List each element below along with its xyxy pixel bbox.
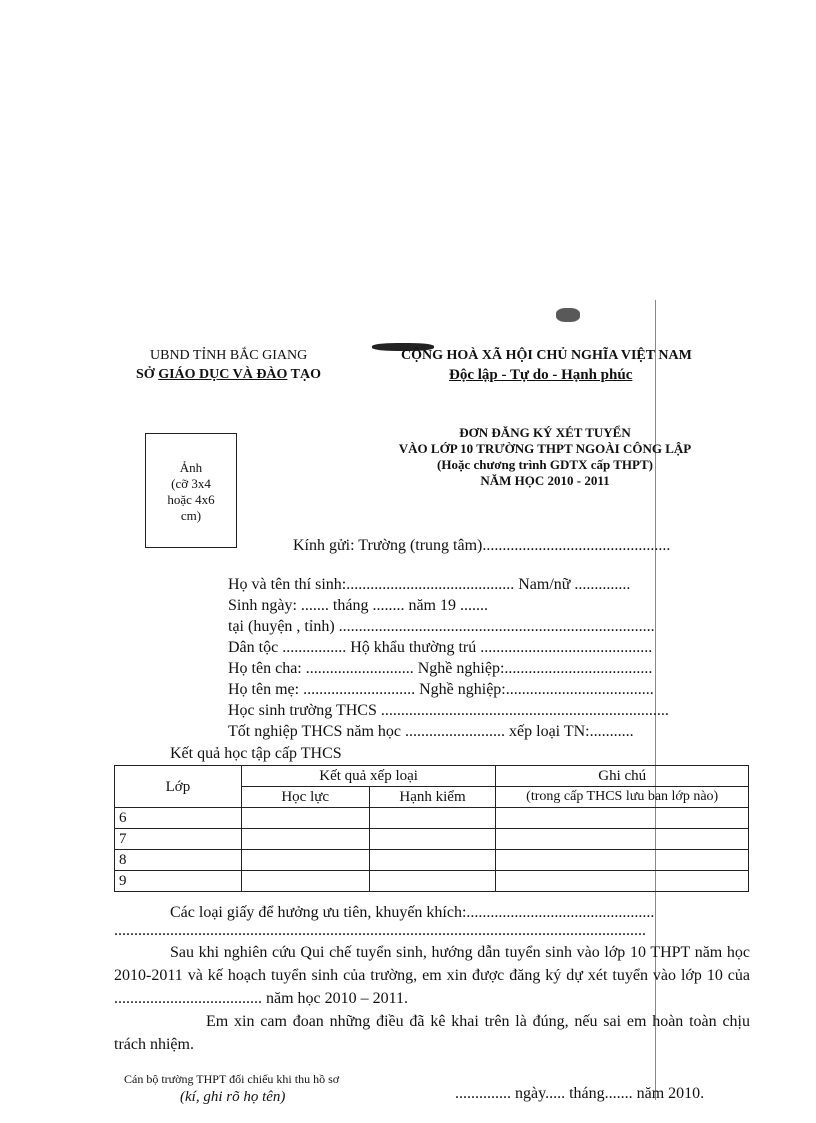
commitment-paragraph-1: Sau khi nghiên cứu Qui chế tuyển sinh, hướng dẫn tuyển sinh vào lớp 10 THPT năm học 2010-2011 và kế hoạch tuyển sinh của trường, em xin được đăng ký dự xét tuyển vào lớp 10 của ..................................... năm học 2010 – 2011. — [114, 944, 750, 1007]
cell-academic[interactable] — [241, 850, 369, 871]
verifier-label: Cán bộ trường THPT đối chiếu khi thu hồ sơ — [124, 1072, 340, 1086]
row-class: 8 — [115, 850, 242, 871]
photo-size-3: cm) — [180, 508, 202, 523]
form-title-line1: ĐƠN ĐĂNG KÝ XÉT TUYỂN — [459, 425, 631, 440]
field-full-name: Họ và tên thí sinh:.......................................... Nam/nữ .............. — [228, 576, 631, 593]
cell-academic[interactable] — [241, 871, 369, 892]
field-ethnicity: Dân tộc ................ Hộ khẩu thường trú ........................................... — [228, 639, 653, 656]
field-graduation: Tốt nghiệp THCS năm học ......................... xếp loại TN:........... — [228, 723, 634, 740]
row-class: 7 — [115, 829, 242, 850]
field-birth-place: tại (huyện , tỉnh) ............................................................................... — [228, 618, 655, 635]
table-row — [115, 829, 749, 850]
table-header-row — [115, 766, 749, 787]
verifier-signature-note: (kí, ghi rõ họ tên) — [180, 1089, 286, 1105]
col-conduct: Hạnh kiểm — [369, 787, 496, 808]
cell-conduct[interactable] — [369, 850, 496, 871]
col-result: Kết quả xếp loại — [241, 766, 496, 787]
col-note-sub: (trong cấp THCS lưu ban lớp nào) — [496, 787, 749, 808]
cell-conduct[interactable] — [369, 829, 496, 850]
col-note: Ghi chú — [496, 766, 749, 787]
field-school: Học sinh trường THCS ........................................................................ — [228, 702, 669, 719]
national-title: CỘNG HOÀ XÃ HỘI CHỦ NGHĨA VIỆT NAM — [401, 348, 692, 363]
cell-note[interactable] — [496, 850, 749, 871]
form-title-line2: VÀO LỚP 10 TRƯỜNG THPT NGOÀI CÔNG LẬP — [398, 441, 692, 456]
cell-note[interactable] — [496, 808, 749, 829]
row-class: 6 — [115, 808, 242, 829]
row-class: 9 — [115, 871, 242, 892]
photo-box — [145, 433, 237, 548]
recipient-line: Kính gửi: Trường (trung tâm)............................................... — [293, 537, 671, 554]
photo-label: Ảnh — [179, 460, 203, 475]
cell-academic[interactable] — [241, 829, 369, 850]
national-motto: Độc lập - Tự do - Hạnh phúc — [449, 367, 633, 383]
department-suffix: TẠO — [287, 367, 322, 382]
photo-size-1: (cỡ 3x4 — [171, 476, 211, 491]
cell-academic[interactable] — [241, 808, 369, 829]
department-prefix: SỞ — [136, 367, 159, 382]
cell-conduct[interactable] — [369, 871, 496, 892]
results-table — [114, 765, 749, 892]
table-row — [115, 808, 749, 829]
cell-conduct[interactable] — [369, 808, 496, 829]
field-mother: Họ tên mẹ: ............................ Nghề nghiệp:..................................... — [228, 681, 654, 698]
agency-name: UBND TỈNH BẮC GIANG — [150, 348, 308, 363]
col-class: Lớp — [115, 766, 242, 808]
priority-dots: ..................................................................................................................................... — [114, 922, 646, 939]
date-line: .............. ngày..... tháng....... năm 2010. — [455, 1085, 705, 1102]
field-father: Họ tên cha: ........................... Nghề nghiệp:..................................... — [228, 660, 653, 677]
cell-note[interactable] — [496, 829, 749, 850]
form-title-line3: (Hoặc chương trình GDTX cấp THPT) — [437, 457, 653, 472]
scan-blot — [556, 308, 580, 322]
cell-note[interactable] — [496, 871, 749, 892]
department-name — [136, 367, 321, 383]
col-academic: Học lực — [241, 787, 369, 808]
results-title: Kết quả học tập cấp THCS — [170, 745, 342, 762]
table-row — [115, 850, 749, 871]
form-title-line4: NĂM HỌC 2010 - 2011 — [480, 473, 610, 488]
table-row — [115, 871, 749, 892]
commitment-paragraph-2: Em xin cam đoan những điều đã kê khai trên là đúng, nếu sai em hoàn toàn chịu trách nhiệm. — [114, 1013, 750, 1053]
field-birth-date: Sinh ngày: ....... tháng ........ năm 19 ....... — [228, 597, 488, 614]
priority-line: Các loại giấy để hưởng ưu tiên, khuyến khích:............................................... — [170, 904, 655, 921]
photo-size-2: hoặc 4x6 — [167, 492, 215, 507]
department-underlined: GIÁO DỤC VÀ ĐÀO — [158, 367, 288, 382]
